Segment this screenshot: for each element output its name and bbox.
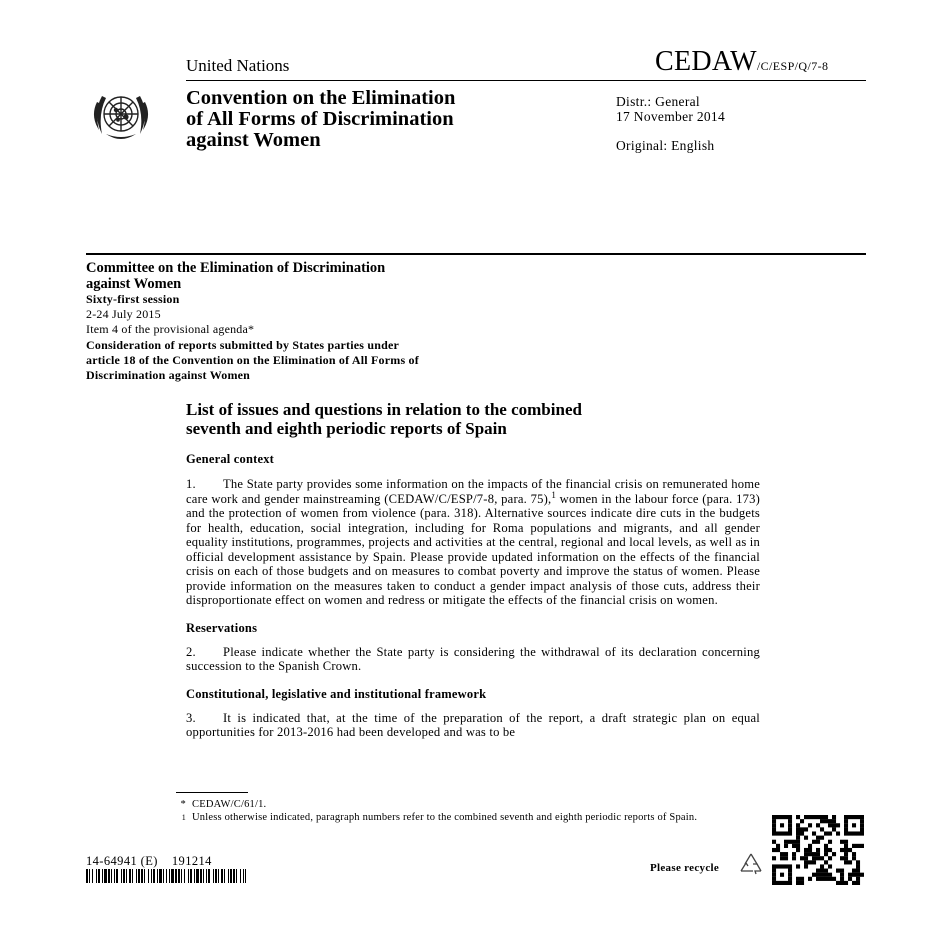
paragraph-number: 2. bbox=[186, 644, 196, 659]
qr-module bbox=[844, 827, 848, 831]
paragraph-3 bbox=[186, 711, 760, 740]
qr-module bbox=[780, 852, 784, 856]
qr-module bbox=[800, 819, 804, 823]
barcode-bar bbox=[121, 869, 122, 883]
qr-module bbox=[816, 877, 820, 881]
qr-module bbox=[840, 840, 844, 844]
qr-module bbox=[772, 827, 776, 831]
footnote-mark: * bbox=[180, 799, 186, 810]
barcode-bar bbox=[141, 869, 143, 883]
qr-module bbox=[788, 877, 792, 881]
qr-module bbox=[776, 831, 780, 835]
session-name: Sixty-first session bbox=[86, 292, 180, 306]
barcode-bar bbox=[163, 869, 164, 883]
qr-module bbox=[820, 836, 824, 840]
paragraph-1 bbox=[186, 477, 760, 608]
qr-module bbox=[832, 815, 836, 819]
barcode-bar bbox=[188, 869, 189, 883]
barcode-bar bbox=[144, 869, 145, 883]
qr-module bbox=[828, 864, 832, 868]
qr-module bbox=[816, 815, 820, 819]
recycle-label: Please recycle bbox=[650, 862, 720, 874]
qr-module bbox=[812, 856, 816, 860]
qr-module bbox=[808, 877, 812, 881]
qr-module bbox=[772, 819, 776, 823]
qr-module bbox=[780, 831, 784, 835]
qr-module bbox=[808, 815, 812, 819]
qr-module bbox=[796, 815, 800, 819]
barcode-bar bbox=[218, 869, 219, 883]
barcode-bar bbox=[114, 869, 115, 883]
footnotes bbox=[172, 799, 732, 824]
barcode-bar bbox=[200, 869, 202, 883]
barcode-bar bbox=[129, 869, 131, 883]
paragraph-text: The State party provides some information on the impacts of the financial crisis on remunerated home care work and gender mainstreaming (CEDAW/C/ESP/7-8, para. 75), bbox=[186, 477, 760, 506]
qr-module bbox=[804, 848, 808, 852]
qr-module bbox=[824, 848, 828, 852]
barcode-bar bbox=[203, 869, 204, 883]
organization-name: United Nations bbox=[186, 56, 290, 75]
barcode-bar bbox=[228, 869, 229, 883]
qr-module bbox=[816, 856, 820, 860]
qr-module bbox=[824, 852, 828, 856]
qr-module bbox=[784, 881, 788, 885]
qr-module bbox=[772, 840, 776, 844]
qr-module bbox=[816, 823, 820, 827]
qr-module bbox=[788, 827, 792, 831]
qr-module bbox=[816, 848, 820, 852]
qr-module bbox=[848, 831, 852, 835]
section-heading: General context bbox=[186, 452, 275, 466]
title-line: against Women bbox=[186, 129, 321, 151]
qr-module bbox=[816, 836, 820, 840]
qr-module bbox=[860, 819, 864, 823]
committee-name: against Women bbox=[86, 276, 182, 292]
barcode-bar bbox=[166, 869, 167, 883]
qr-module bbox=[788, 840, 792, 844]
barcode-bar bbox=[206, 869, 207, 883]
qr-module bbox=[772, 869, 776, 873]
qr-module bbox=[844, 840, 848, 844]
qr-module bbox=[828, 840, 832, 844]
barcode-bar bbox=[98, 869, 100, 883]
barcode-bar bbox=[159, 869, 162, 883]
session-dates: 2-24 July 2015 bbox=[86, 307, 161, 322]
qr-module bbox=[856, 831, 860, 835]
qr-module bbox=[824, 873, 828, 877]
footnote-text: CEDAW/C/61/1. bbox=[192, 799, 267, 810]
qr-module bbox=[844, 844, 848, 848]
qr-module bbox=[832, 823, 836, 827]
qr-module bbox=[772, 856, 776, 860]
section-heading: Constitutional, legislative and institutional framework bbox=[186, 686, 487, 701]
qr-module bbox=[788, 869, 792, 873]
barcode-bar bbox=[108, 869, 110, 883]
qr-module bbox=[804, 815, 808, 819]
qr-module bbox=[780, 815, 784, 819]
qr-module bbox=[772, 864, 776, 868]
symbol-suffix: /C/ESP/Q/7-8 bbox=[756, 59, 829, 73]
qr-module bbox=[844, 819, 848, 823]
qr-module bbox=[796, 827, 800, 831]
distribution: Distr.: General bbox=[616, 94, 700, 109]
qr-module bbox=[816, 840, 820, 844]
barcode-bar bbox=[208, 869, 210, 883]
barcode-bar bbox=[213, 869, 214, 883]
agenda-title-line: Discrimination against Women bbox=[86, 368, 251, 383]
barcode-bar bbox=[157, 869, 158, 883]
barcode-bar bbox=[96, 869, 97, 883]
qr-module bbox=[812, 873, 816, 877]
title-line: of All Forms of Discrimination bbox=[186, 108, 454, 130]
qr-module bbox=[844, 815, 848, 819]
qr-module bbox=[804, 860, 808, 864]
qr-module bbox=[828, 873, 832, 877]
footnote bbox=[172, 812, 732, 825]
qr-module bbox=[848, 873, 852, 877]
barcode-bar bbox=[194, 869, 195, 883]
agenda-title-line: Consideration of reports submitted by States parties under bbox=[86, 337, 400, 352]
qr-module bbox=[788, 881, 792, 885]
qr-module bbox=[828, 856, 832, 860]
qr-module bbox=[784, 852, 788, 856]
barcode-bar bbox=[169, 869, 170, 883]
qr-module bbox=[796, 831, 800, 835]
qr-module bbox=[840, 856, 844, 860]
qr-module bbox=[800, 856, 804, 860]
paragraph-number: 1. bbox=[186, 477, 196, 491]
document-title-line: seventh and eighth periodic reports of Spain bbox=[186, 418, 507, 438]
barcode-bar bbox=[153, 869, 155, 883]
barcode-bar bbox=[181, 869, 182, 883]
qr-module bbox=[860, 815, 864, 819]
qr-module bbox=[796, 844, 800, 848]
barcode-bar bbox=[92, 869, 93, 883]
barcode-bar bbox=[132, 869, 133, 883]
qr-module bbox=[808, 844, 812, 848]
qr-module bbox=[772, 831, 776, 835]
qr-module bbox=[776, 848, 780, 852]
paragraph-text: It is indicated that, at the time of the preparation of the report, a draft strategic plan on equal opportunities for 2013-2016 had been developed and was to be bbox=[186, 710, 760, 739]
qr-module bbox=[840, 869, 844, 873]
qr-module bbox=[828, 848, 832, 852]
treaty-body-title bbox=[186, 88, 455, 151]
qr-module bbox=[796, 864, 800, 868]
barcode-bar bbox=[102, 869, 103, 883]
qr-module bbox=[852, 831, 856, 835]
qr-module bbox=[812, 852, 816, 856]
qr-module bbox=[812, 815, 816, 819]
qr-module bbox=[820, 815, 824, 819]
qr-module bbox=[824, 815, 828, 819]
qr-module bbox=[852, 873, 856, 877]
document-body bbox=[186, 452, 760, 740]
qr-module bbox=[848, 877, 852, 881]
qr-module bbox=[840, 881, 844, 885]
qr-module bbox=[792, 840, 796, 844]
barcode-bar bbox=[221, 869, 223, 883]
committee-name: Committee on the Elimination of Discrimination bbox=[86, 260, 386, 276]
qr-module bbox=[828, 877, 832, 881]
qr-module bbox=[792, 852, 796, 856]
qr-module bbox=[772, 873, 776, 877]
barcode-bar bbox=[111, 869, 112, 883]
qr-module bbox=[856, 869, 860, 873]
qr-module bbox=[788, 864, 792, 868]
qr-module bbox=[836, 869, 840, 873]
document-title-line: List of issues and questions in relation to the combined bbox=[186, 400, 582, 419]
qr-module bbox=[808, 860, 812, 864]
barcode-bar bbox=[116, 869, 118, 883]
qr-module bbox=[784, 840, 788, 844]
paragraph-text: women in the labour force (para. 173) and the protection of women from violence (para. 318). Alternative sources indicate dire cuts in the budgets for health, education, social integration, including for Roma populations and migrants, and all gender equality institutions, programmes, projects and activities at the central, regional and local levels, as well as in official development assistance by Spain. Please provide updated information on the effects of the financial crisis on each of those budgets and on measures to combat poverty and improve the status of women. Please provide information on the measures taken to conduct a gender impact analysis of those cuts, address their disproportionate effect on women and redress or mitigate the effects of the financial crisis on women. bbox=[186, 491, 760, 607]
recycle-icon bbox=[736, 851, 766, 877]
qr-module bbox=[804, 827, 808, 831]
footnote-text: Unless otherwise indicated, paragraph numbers refer to the combined seventh and eighth periodic reports of Spain. bbox=[192, 811, 698, 823]
qr-module bbox=[784, 856, 788, 860]
qr-module bbox=[828, 823, 832, 827]
paragraph-number: 3. bbox=[186, 710, 196, 725]
qr-module bbox=[784, 815, 788, 819]
qr-module bbox=[852, 881, 856, 885]
qr-module bbox=[792, 844, 796, 848]
barcode-bar bbox=[236, 869, 237, 883]
qr-module bbox=[796, 836, 800, 840]
qr-module bbox=[860, 827, 864, 831]
qr-module bbox=[836, 831, 840, 835]
paragraph-2 bbox=[186, 645, 760, 674]
document-symbol bbox=[655, 46, 828, 78]
qr-module bbox=[804, 856, 808, 860]
barcode-bar bbox=[215, 869, 217, 883]
qr-module bbox=[820, 877, 824, 881]
qr-module bbox=[784, 831, 788, 835]
qr-module bbox=[852, 869, 856, 873]
qr-module bbox=[828, 819, 832, 823]
qr-module bbox=[832, 877, 836, 881]
barcode-bar bbox=[233, 869, 235, 883]
qr-module bbox=[852, 844, 856, 848]
document-title bbox=[186, 401, 766, 438]
barcode-bar bbox=[240, 869, 241, 883]
barcode-bar bbox=[89, 869, 90, 883]
qr-module bbox=[856, 844, 860, 848]
qr-module bbox=[772, 881, 776, 885]
distribution-block bbox=[616, 94, 725, 124]
qr-module bbox=[820, 856, 824, 860]
qr-module bbox=[852, 856, 856, 860]
barcode-bar bbox=[178, 869, 180, 883]
qr-module bbox=[780, 864, 784, 868]
session-info bbox=[86, 260, 419, 383]
qr-module bbox=[776, 844, 780, 848]
qr-module bbox=[848, 848, 852, 852]
qr-module bbox=[788, 815, 792, 819]
job-number: 14-64941 (E) 191214 bbox=[86, 854, 212, 868]
qr-module bbox=[800, 831, 804, 835]
qr-module bbox=[808, 823, 812, 827]
qr-module bbox=[824, 860, 828, 864]
qr-module bbox=[824, 877, 828, 881]
qr-module bbox=[788, 831, 792, 835]
barcode-bar bbox=[136, 869, 137, 883]
qr-module bbox=[844, 860, 848, 864]
barcode-bar bbox=[171, 869, 174, 883]
qr-module bbox=[772, 823, 776, 827]
agenda-title-line: article 18 of the Convention on the Elimination of All Forms of bbox=[86, 352, 419, 367]
qr-module bbox=[784, 864, 788, 868]
qr-module bbox=[820, 869, 824, 873]
qr-module bbox=[796, 848, 800, 852]
qr-module bbox=[824, 869, 828, 873]
qr-module bbox=[820, 827, 824, 831]
qr-module bbox=[776, 815, 780, 819]
qr-module bbox=[836, 881, 840, 885]
footnote bbox=[172, 799, 732, 812]
barcode-bar bbox=[175, 869, 177, 883]
qr-module bbox=[788, 873, 792, 877]
qr-module bbox=[800, 877, 804, 881]
qr-module bbox=[812, 831, 816, 835]
qr-module bbox=[860, 823, 864, 827]
qr-module bbox=[840, 877, 844, 881]
qr-module bbox=[820, 864, 824, 868]
barcode-bar bbox=[104, 869, 107, 883]
section-heading: Reservations bbox=[186, 620, 258, 635]
barcode-bar bbox=[243, 869, 244, 883]
original-language: Original: English bbox=[616, 138, 715, 153]
un-emblem-icon bbox=[88, 86, 154, 146]
title-line: Convention on the Elimination bbox=[186, 87, 456, 109]
qr-module bbox=[860, 873, 864, 877]
qr-module bbox=[824, 831, 828, 835]
qr-module bbox=[796, 823, 800, 827]
footnote-reference: 1 bbox=[551, 489, 557, 500]
paragraph-text: Please indicate whether the State party is considering the withdrawal of its declaration concerning succession to the Spanish Crown. bbox=[186, 644, 760, 673]
qr-module bbox=[804, 836, 808, 840]
qr-module bbox=[840, 873, 844, 877]
qr-module bbox=[860, 844, 864, 848]
qr-code-icon bbox=[772, 815, 864, 885]
qr-module bbox=[788, 823, 792, 827]
qr-module bbox=[832, 827, 836, 831]
barcode-bar bbox=[196, 869, 199, 883]
qr-module bbox=[816, 852, 820, 856]
qr-module bbox=[824, 844, 828, 848]
qr-module bbox=[820, 873, 824, 877]
qr-module bbox=[840, 848, 844, 852]
qr-module bbox=[852, 852, 856, 856]
footnote-mark: 1 bbox=[181, 812, 186, 822]
qr-module bbox=[844, 831, 848, 835]
qr-module bbox=[848, 860, 852, 864]
qr-module bbox=[780, 881, 784, 885]
qr-module bbox=[816, 869, 820, 873]
qr-module bbox=[860, 831, 864, 835]
qr-module bbox=[796, 881, 800, 885]
barcode-bar bbox=[123, 869, 125, 883]
qr-module bbox=[856, 881, 860, 885]
qr-module bbox=[804, 852, 808, 856]
section-rule bbox=[86, 253, 866, 255]
qr-module bbox=[780, 823, 784, 827]
qr-module bbox=[808, 852, 812, 856]
qr-module bbox=[784, 844, 788, 848]
barcode-bar bbox=[230, 869, 232, 883]
qr-module bbox=[788, 819, 792, 823]
qr-module bbox=[820, 819, 824, 823]
qr-module bbox=[772, 877, 776, 881]
qr-module bbox=[844, 856, 848, 860]
barcode-bar bbox=[148, 869, 149, 883]
qr-module bbox=[844, 881, 848, 885]
barcode-bar bbox=[86, 869, 88, 883]
header-rule bbox=[186, 80, 866, 81]
qr-module bbox=[792, 856, 796, 860]
qr-module bbox=[852, 815, 856, 819]
qr-module bbox=[856, 815, 860, 819]
barcode-bar bbox=[224, 869, 225, 883]
qr-module bbox=[824, 819, 828, 823]
qr-module bbox=[848, 815, 852, 819]
qr-module bbox=[776, 881, 780, 885]
issue-date: 17 November 2014 bbox=[616, 109, 726, 124]
qr-module bbox=[856, 860, 860, 864]
qr-module bbox=[780, 856, 784, 860]
qr-module bbox=[804, 864, 808, 868]
qr-module bbox=[844, 823, 848, 827]
barcode-bar bbox=[184, 869, 185, 883]
barcode-bar bbox=[138, 869, 140, 883]
qr-module bbox=[780, 873, 784, 877]
qr-module bbox=[800, 827, 804, 831]
footnote-rule bbox=[176, 792, 248, 793]
barcode-icon bbox=[86, 869, 246, 883]
qr-module bbox=[856, 873, 860, 877]
qr-module bbox=[796, 840, 800, 844]
qr-module bbox=[812, 840, 816, 844]
qr-module bbox=[808, 848, 812, 852]
qr-module bbox=[844, 848, 848, 852]
qr-module bbox=[800, 881, 804, 885]
barcode-bar bbox=[126, 869, 127, 883]
qr-module bbox=[852, 823, 856, 827]
qr-module bbox=[832, 852, 836, 856]
qr-module bbox=[856, 877, 860, 881]
qr-module bbox=[836, 823, 840, 827]
qr-module bbox=[772, 848, 776, 852]
barcode-bar bbox=[245, 869, 246, 883]
barcode-bar bbox=[190, 869, 192, 883]
symbol-main: CEDAW bbox=[655, 46, 757, 77]
barcode-bar bbox=[151, 869, 152, 883]
qr-module bbox=[844, 852, 848, 856]
qr-module bbox=[812, 860, 816, 864]
qr-module bbox=[816, 873, 820, 877]
qr-module bbox=[856, 864, 860, 868]
qr-module bbox=[828, 831, 832, 835]
qr-module bbox=[796, 877, 800, 881]
agenda-item: Item 4 of the provisional agenda* bbox=[86, 322, 255, 337]
qr-module bbox=[832, 819, 836, 823]
qr-module bbox=[776, 864, 780, 868]
qr-module bbox=[772, 815, 776, 819]
